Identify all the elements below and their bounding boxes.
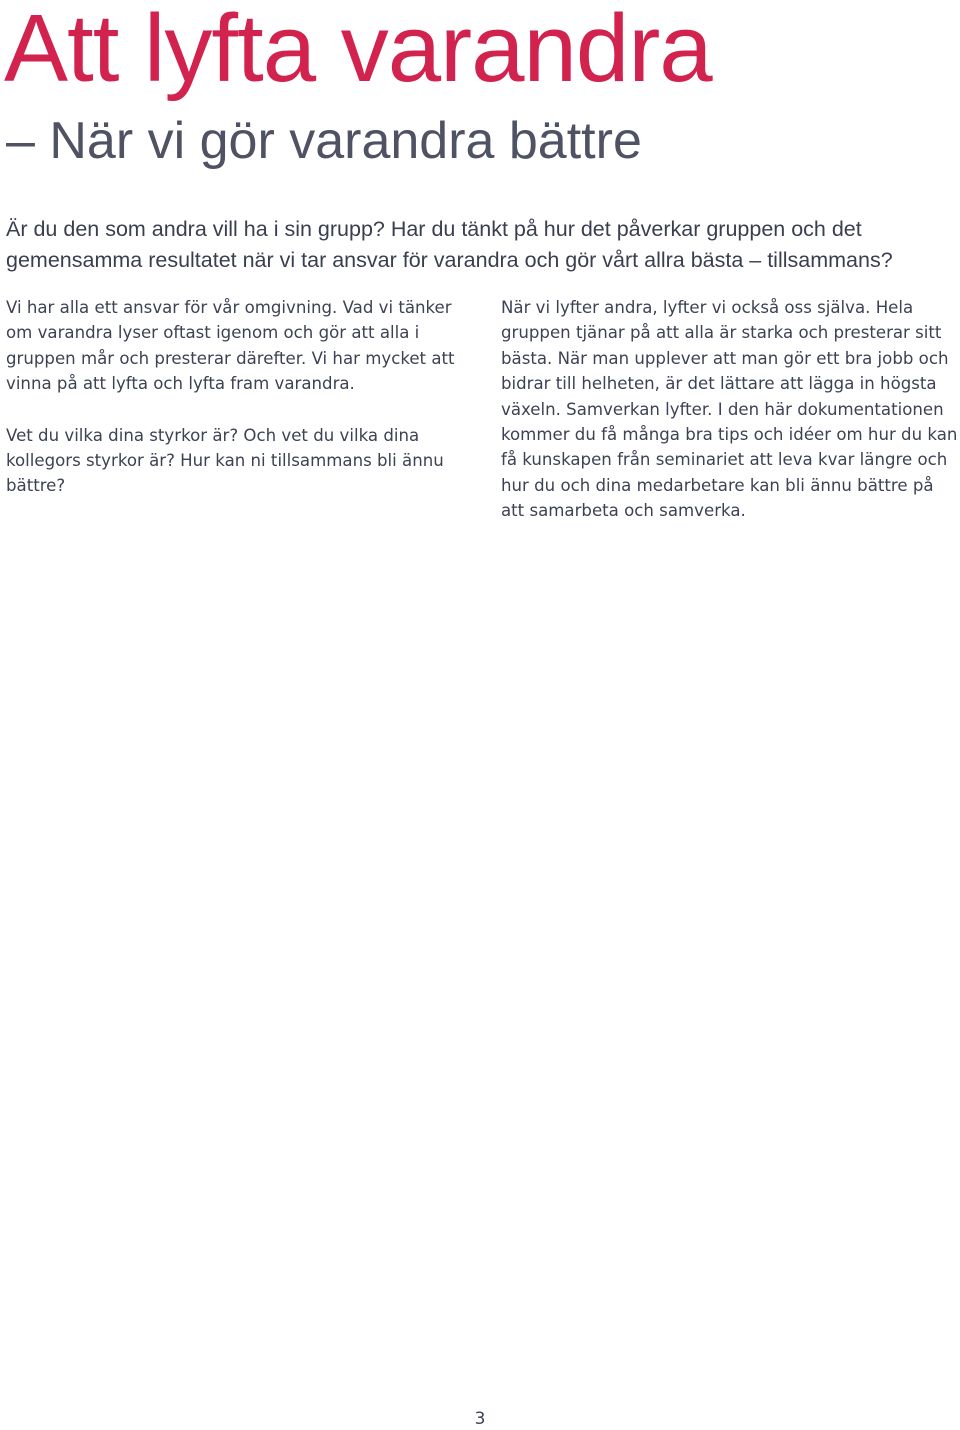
left-column xyxy=(6,295,476,525)
page-title: Att lyfta varandra xyxy=(4,0,712,102)
ingress-paragraph: Är du den som andra vill ha i sin grupp? Har du tänkt på hur det påverkar gruppen och det gemensamma resultatet när vi tar ansvar för varandra och gör vårt allra bästa – tillsammans? xyxy=(6,217,893,272)
left-paragraph-2: Vet du vilka dina styrkor är? Och vet du vilka dina kollegors styrkor är? Hur kan ni tillsammans bli ännu bättre? xyxy=(6,425,444,496)
page-number: 3 xyxy=(474,1409,486,1429)
right-paragraph-1: När vi lyfter andra, lyfter vi också oss själva. Hela gruppen tjänar på att alla är starka och presterar sitt bästa. När man upplever att man gör ett bra jobb och bidrar till helheten, är det lättare att lägga in högsta växeln. Samverkan lyfter. I den här dokumentationen kommer du få många bra tips och idéer om hur du kan få kunskapen från seminariet att leva kvar längre och hur du och dina medarbetare kan bli ännu bättre på att samarbeta och samverka. xyxy=(501,298,958,521)
left-paragraph-1: Vi har alla ett ansvar för vår omgivning. Vad vi tänker om varandra lyser oftast igenom och gör att alla i gruppen mår och presterar därefter. Vi har mycket att vinna på att lyfta och lyfta fram varandra. xyxy=(6,298,455,394)
page-subtitle: – När vi gör varandra bättre xyxy=(6,112,642,170)
right-column xyxy=(501,295,960,550)
